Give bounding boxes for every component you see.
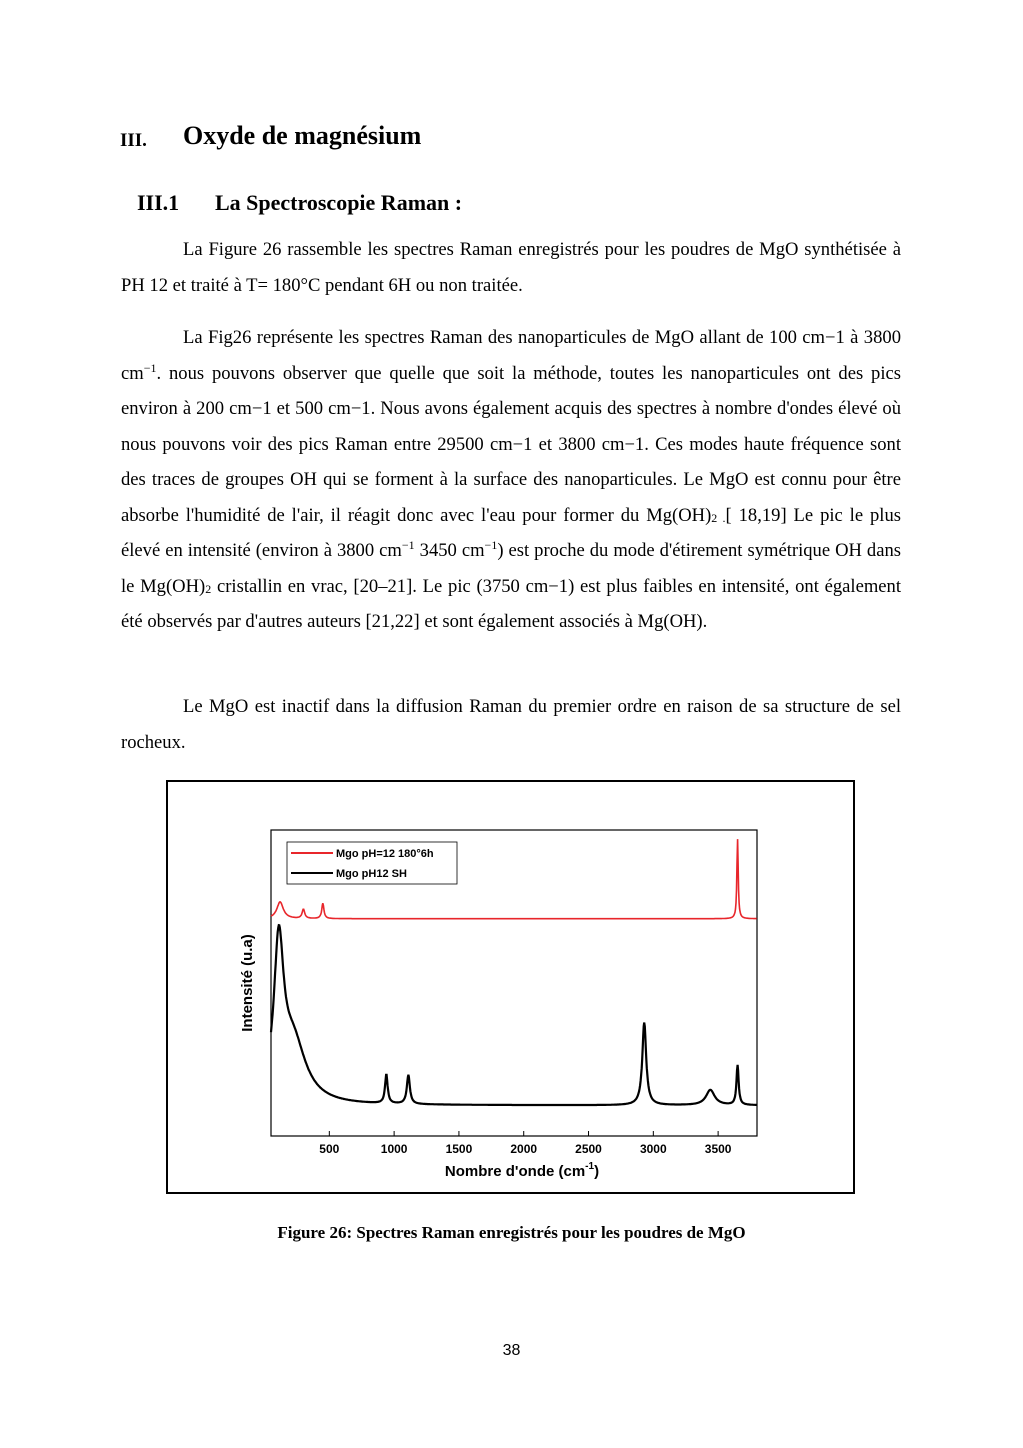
chart-legend <box>287 842 457 884</box>
page-number: 38 <box>502 1342 521 1359</box>
superscript: −1 <box>484 538 498 552</box>
figure-caption: Figure 26: Spectres Raman enregistrés pour les poudres de MgO <box>277 1223 746 1242</box>
series-line <box>271 925 757 1105</box>
x-tick-label: 500 <box>319 1142 340 1156</box>
x-axis-label <box>445 1161 599 1180</box>
x-axis-ticks <box>319 1131 731 1156</box>
raman-chart <box>168 782 853 1192</box>
x-tick-label: 3500 <box>704 1142 732 1156</box>
x-tick-label: 1500 <box>445 1142 473 1156</box>
raman-figure <box>166 780 855 1194</box>
paragraph-2-text-f: cristallin en vrac, [20–21]. Le pic (3750 cm−1) est plus faibles en intensité, ont également été observés par d'autres auteurs [21,22] et sont également associés à Mg(OH). <box>121 575 901 632</box>
x-tick-label: 3000 <box>639 1142 667 1156</box>
subsection-title: La Spectroscopie Raman : <box>215 190 463 215</box>
subsection-number: III.1 <box>137 190 180 215</box>
subsection-heading <box>137 190 463 216</box>
paragraph-2-text-c: [ 18,19] Le pic le plus élevé en intensité (environ à 3800 cm <box>121 504 901 561</box>
legend-label: Mgo pH12 SH <box>336 868 407 880</box>
y-axis-label: Intensité (u.a) <box>239 934 256 1032</box>
x-tick-label: 1000 <box>380 1142 408 1156</box>
legend-label: Mgo pH=12 180°6h <box>336 848 434 860</box>
subscript: 2 <box>205 581 212 596</box>
superscript: −1 <box>401 538 415 552</box>
paragraph-1: La Figure 26 rassemble les spectres Raman enregistrés pour les poudres de MgO synthétisée à PH 12 et traité à T= 180°C pendant 6H ou non traitée. <box>121 239 901 296</box>
paragraph-2-text-e: ) est proche du mode d'étirement symétrique OH dans le Mg(OH) <box>121 540 902 597</box>
paragraph-3: Le MgO est inactif dans la diffusion Raman du premier ordre en raison de sa structure de sel rocheux. <box>121 696 901 753</box>
x-axis-label-sup: -1 <box>585 1161 595 1172</box>
paragraph-2-text-d: 3450 cm <box>414 540 485 561</box>
subscript: 2 . <box>711 510 726 525</box>
superscript: −1 <box>143 360 157 375</box>
x-tick-label: 2500 <box>575 1142 602 1156</box>
x-tick-label: 2000 <box>510 1142 538 1156</box>
paragraph-2-text-b: . nous pouvons observer que quelle que soit la méthode, toutes les nanoparticules ont des pics environ à 200 cm−1 et 500 cm−1. Nous avons également acquis des spectres à nombre d'ondes élevé où nous pouvons voir des pics Raman entre 29500 cm−1 et 3800 cm−1. Ces modes haute fréquence sont des traces de groupes OH qui se forment à la surface des nanoparticules. Le MgO est connu pour être absorbe l'humidité de l'air, il réagit donc avec l'eau pour former du Mg(OH) <box>121 362 901 526</box>
section-number: III. <box>120 130 147 151</box>
paragraph-2-text-a: La Fig26 représente les spectres Raman des nanoparticules de MgO allant de 100 cm−1 à 3800 cm <box>121 327 901 384</box>
paragraph-2 <box>121 320 901 640</box>
x-axis-label-text: Nombre d'onde (cm <box>444 1163 586 1180</box>
x-axis-label-end: ) <box>594 1163 600 1180</box>
section-title: Oxyde de magnésium <box>183 121 422 150</box>
